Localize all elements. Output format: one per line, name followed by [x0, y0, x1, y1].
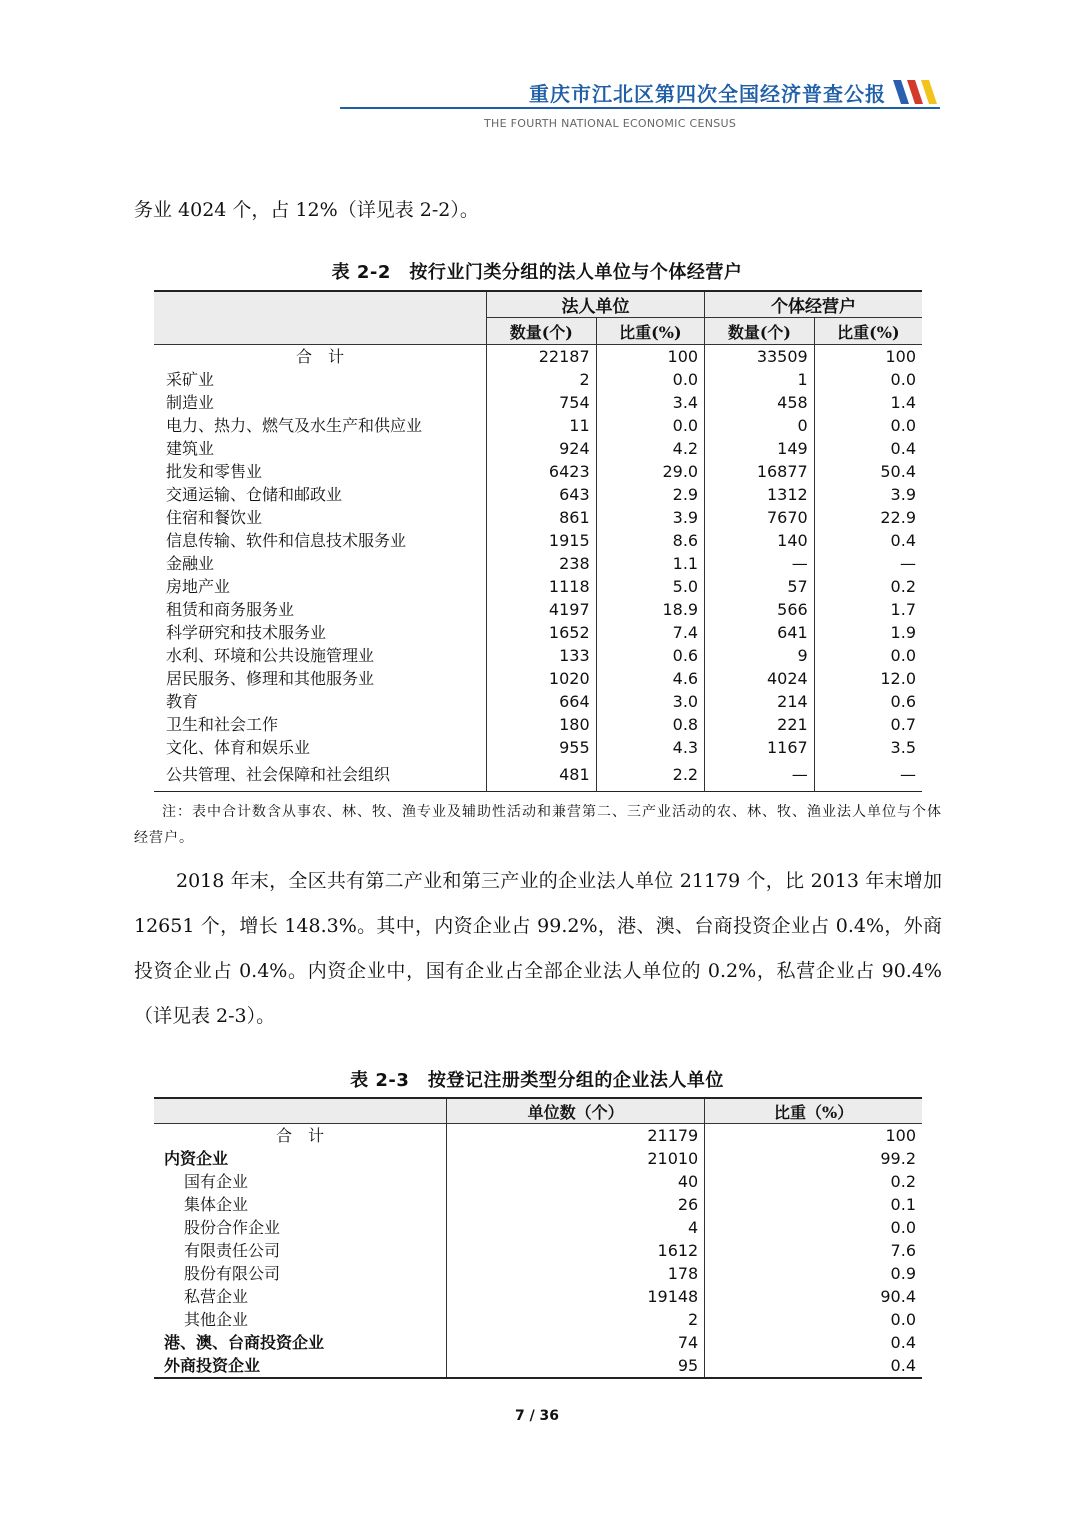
cell-count: 924: [487, 437, 597, 460]
table-row: [154, 1124, 922, 1148]
table-2-3: [154, 1097, 922, 1379]
cell-count: 1652: [487, 621, 597, 644]
table-sub-header: 比重(%): [814, 318, 922, 345]
cell-share: 0.8: [596, 713, 704, 736]
cell-count: 861: [487, 506, 597, 529]
row-label: 集体企业: [154, 1193, 447, 1216]
header-stripes-logo: [893, 80, 943, 104]
table-row: [154, 575, 922, 598]
table-row: [154, 1331, 922, 1354]
table-sub-header: 数量(个): [705, 318, 815, 345]
row-label: 电力、热力、燃气及水生产和供应业: [154, 414, 487, 437]
cell-share: 0.4: [890, 530, 916, 550]
cell-share: 3.4: [596, 391, 704, 414]
cell-count: 74: [447, 1331, 705, 1354]
summary-paragraph: 2018 年末，全区共有第二产业和第三产业的企业法人单位 21179 个，比 2013 年末增加 12651 个，增长 148.3%。其中，内资企业占 99.2%，港、澳、台商投资企业占 0.4%，外商投资企业占 0.4%。内资企业中，国有企业占全部企业法人单位的 0.2%，私营企业占 90.4%（详见表 2-3）。: [134, 870, 942, 1027]
cell-share: 2.2: [596, 759, 704, 792]
table-row: [154, 598, 922, 621]
cell-share: 99.2: [880, 1148, 916, 1168]
cell-count: 178: [447, 1262, 705, 1285]
table-2-3-title: 表 2-3 按登记注册类型分组的企业法人单位: [350, 1070, 724, 1091]
cell-share: 3.9: [596, 506, 704, 529]
table-row: [154, 713, 922, 736]
cell-share: 90.4: [880, 1286, 916, 1306]
table-row: [154, 437, 922, 460]
row-label: 房地产业: [154, 575, 487, 598]
table-header-blank: [154, 291, 487, 345]
row-label: 建筑业: [154, 437, 487, 460]
table-row: [154, 644, 922, 667]
cell-share: 100: [885, 346, 916, 366]
cell-count: 1312: [705, 483, 815, 506]
cell-count: 4197: [487, 598, 597, 621]
table-2-2: [154, 290, 922, 792]
cell-share: 0.4: [890, 1355, 916, 1375]
cell-share: 22.9: [880, 507, 916, 527]
table-row: [154, 391, 922, 414]
cell-share: 1.4: [890, 392, 916, 412]
cell-count: 4024: [705, 667, 815, 690]
cell-count: 643: [487, 483, 597, 506]
cell-count: 140: [705, 529, 815, 552]
report-header-subtitle: THE FOURTH NATIONAL ECONOMIC CENSUS: [484, 117, 737, 130]
table-header-count: 单位数（个）: [447, 1098, 705, 1124]
cell-count: 149: [705, 437, 815, 460]
row-label: 港、澳、台商投资企业: [154, 1331, 447, 1354]
cell-share: 4.2: [596, 437, 704, 460]
cell-count: 2: [447, 1308, 705, 1331]
cell-count: 9: [705, 644, 815, 667]
cell-share: 0.0: [890, 645, 916, 665]
table-sub-header: 比重(%): [596, 318, 704, 345]
cell-share: 0.6: [596, 644, 704, 667]
table-header-share: 比重（%）: [705, 1098, 922, 1124]
cell-share: 7.4: [596, 621, 704, 644]
cell-count: —: [705, 759, 815, 792]
row-label: 股份有限公司: [154, 1262, 447, 1285]
table-row: [154, 759, 922, 792]
row-label: 股份合作企业: [154, 1216, 447, 1239]
cell-count: 955: [487, 736, 597, 759]
table-row: [154, 552, 922, 575]
table-row: [154, 1308, 922, 1331]
intro-paragraph: 务业 4024 个，占 12%（详见表 2-2）。: [134, 199, 479, 221]
row-label: 内资企业: [154, 1147, 447, 1170]
cell-share: 7.6: [890, 1240, 916, 1260]
row-label: 文化、体育和娱乐业: [154, 736, 487, 759]
table-2-2-note: 注：表中合计数含从事农、林、牧、渔专业及辅助性活动和兼营第二、三产业活动的农、林、牧、渔业法人单位与个体经营户。: [134, 804, 942, 846]
table-group-header: 个体经营户: [705, 291, 922, 318]
cell-share: 0.0: [890, 369, 916, 389]
cell-share: 100: [885, 1125, 916, 1145]
table-row: [154, 1193, 922, 1216]
row-label: 租赁和商务服务业: [154, 598, 487, 621]
row-label: 居民服务、修理和其他服务业: [154, 667, 487, 690]
cell-count: 641: [705, 621, 815, 644]
cell-share: 0.0: [890, 415, 916, 435]
table-row: [154, 345, 922, 369]
cell-share: 100: [596, 345, 704, 369]
table-row: [154, 736, 922, 759]
cell-share: 0.4: [890, 438, 916, 458]
cell-share: 0.9: [890, 1263, 916, 1283]
table-row: [154, 1216, 922, 1239]
cell-count: 4: [447, 1216, 705, 1239]
cell-count: 133: [487, 644, 597, 667]
cell-share: 0.0: [890, 1309, 916, 1329]
cell-count: 57: [705, 575, 815, 598]
cell-count: 1: [705, 368, 815, 391]
row-label: 合 计: [154, 1124, 447, 1148]
cell-count: 21010: [447, 1147, 705, 1170]
row-label: 住宿和餐饮业: [154, 506, 487, 529]
cell-count: 6423: [487, 460, 597, 483]
table-row: [154, 460, 922, 483]
row-label: 其他企业: [154, 1308, 447, 1331]
cell-share: 0.0: [596, 368, 704, 391]
table-row: [154, 414, 922, 437]
table-row: [154, 529, 922, 552]
table-sub-header: 数量(个): [487, 318, 597, 345]
cell-count: 22187: [487, 345, 597, 369]
table-row: [154, 1285, 922, 1308]
cell-share: 1.7: [890, 599, 916, 619]
cell-count: 1915: [487, 529, 597, 552]
cell-share: 29.0: [596, 460, 704, 483]
row-label: 私营企业: [154, 1285, 447, 1308]
cell-count: 19148: [447, 1285, 705, 1308]
table-2-2-title: 表 2-2 按行业门类分组的法人单位与个体经营户: [331, 262, 743, 283]
cell-count: 1167: [705, 736, 815, 759]
row-label: 金融业: [154, 552, 487, 575]
table-row: [154, 621, 922, 644]
cell-count: 2: [487, 368, 597, 391]
table-row: [154, 667, 922, 690]
cell-share: 18.9: [596, 598, 704, 621]
cell-count: 1020: [487, 667, 597, 690]
row-label: 合 计: [154, 345, 487, 369]
cell-count: 664: [487, 690, 597, 713]
cell-count: 458: [705, 391, 815, 414]
cell-share: 3.0: [596, 690, 704, 713]
cell-share: —: [900, 553, 916, 573]
cell-count: 566: [705, 598, 815, 621]
cell-share: 3.9: [890, 484, 916, 504]
table-row: [154, 483, 922, 506]
table-header-blank: [154, 1098, 447, 1124]
cell-count: —: [705, 552, 815, 575]
cell-count: 0: [705, 414, 815, 437]
cell-share: 12.0: [880, 668, 916, 688]
cell-count: 11: [487, 414, 597, 437]
cell-share: 1.9: [890, 622, 916, 642]
cell-count: 7670: [705, 506, 815, 529]
cell-share: 3.5: [890, 737, 916, 757]
cell-count: 95: [447, 1354, 705, 1378]
cell-share: 8.6: [596, 529, 704, 552]
cell-share: 0.0: [890, 1217, 916, 1237]
cell-share: 0.6: [890, 691, 916, 711]
row-label: 教育: [154, 690, 487, 713]
table-row: [154, 1147, 922, 1170]
table-row: [154, 1239, 922, 1262]
cell-count: 214: [705, 690, 815, 713]
row-label: 外商投资企业: [154, 1354, 447, 1378]
cell-share: 1.1: [596, 552, 704, 575]
row-label: 采矿业: [154, 368, 487, 391]
row-label: 科学研究和技术服务业: [154, 621, 487, 644]
cell-share: 0.7: [890, 714, 916, 734]
row-label: 国有企业: [154, 1170, 447, 1193]
cell-share: 0.2: [890, 1171, 916, 1191]
row-label: 公共管理、社会保障和社会组织: [154, 759, 487, 792]
row-label: 卫生和社会工作: [154, 713, 487, 736]
row-label: 交通运输、仓储和邮政业: [154, 483, 487, 506]
cell-count: 754: [487, 391, 597, 414]
table-row: [154, 690, 922, 713]
cell-share: 0.1: [890, 1194, 916, 1214]
cell-count: 40: [447, 1170, 705, 1193]
cell-count: 21179: [447, 1124, 705, 1148]
cell-count: 238: [487, 552, 597, 575]
table-row: [154, 1170, 922, 1193]
cell-share: 50.4: [880, 461, 916, 481]
cell-count: 26: [447, 1193, 705, 1216]
cell-share: 0.4: [890, 1332, 916, 1352]
cell-share: —: [900, 765, 916, 784]
cell-share: 0.2: [890, 576, 916, 596]
cell-count: 481: [487, 759, 597, 792]
table-row: [154, 506, 922, 529]
cell-count: 221: [705, 713, 815, 736]
row-label: 水利、环境和公共设施管理业: [154, 644, 487, 667]
row-label: 批发和零售业: [154, 460, 487, 483]
cell-count: 33509: [705, 345, 815, 369]
cell-share: 2.9: [596, 483, 704, 506]
cell-count: 180: [487, 713, 597, 736]
table-row: [154, 368, 922, 391]
cell-count: 1612: [447, 1239, 705, 1262]
report-header-title: 重庆市江北区第四次全国经济普查公报: [529, 82, 886, 106]
cell-share: 5.0: [596, 575, 704, 598]
header-divider: [340, 107, 940, 109]
cell-share: 0.0: [596, 414, 704, 437]
row-label: 制造业: [154, 391, 487, 414]
page-number: 7 / 36: [514, 1408, 560, 1424]
cell-count: 16877: [705, 460, 815, 483]
table-row: [154, 1262, 922, 1285]
row-label: 有限责任公司: [154, 1239, 447, 1262]
cell-share: 4.6: [596, 667, 704, 690]
row-label: 信息传输、软件和信息技术服务业: [154, 529, 487, 552]
table-group-header: 法人单位: [487, 291, 705, 318]
cell-count: 1118: [487, 575, 597, 598]
table-row: [154, 1354, 922, 1378]
cell-share: 4.3: [596, 736, 704, 759]
